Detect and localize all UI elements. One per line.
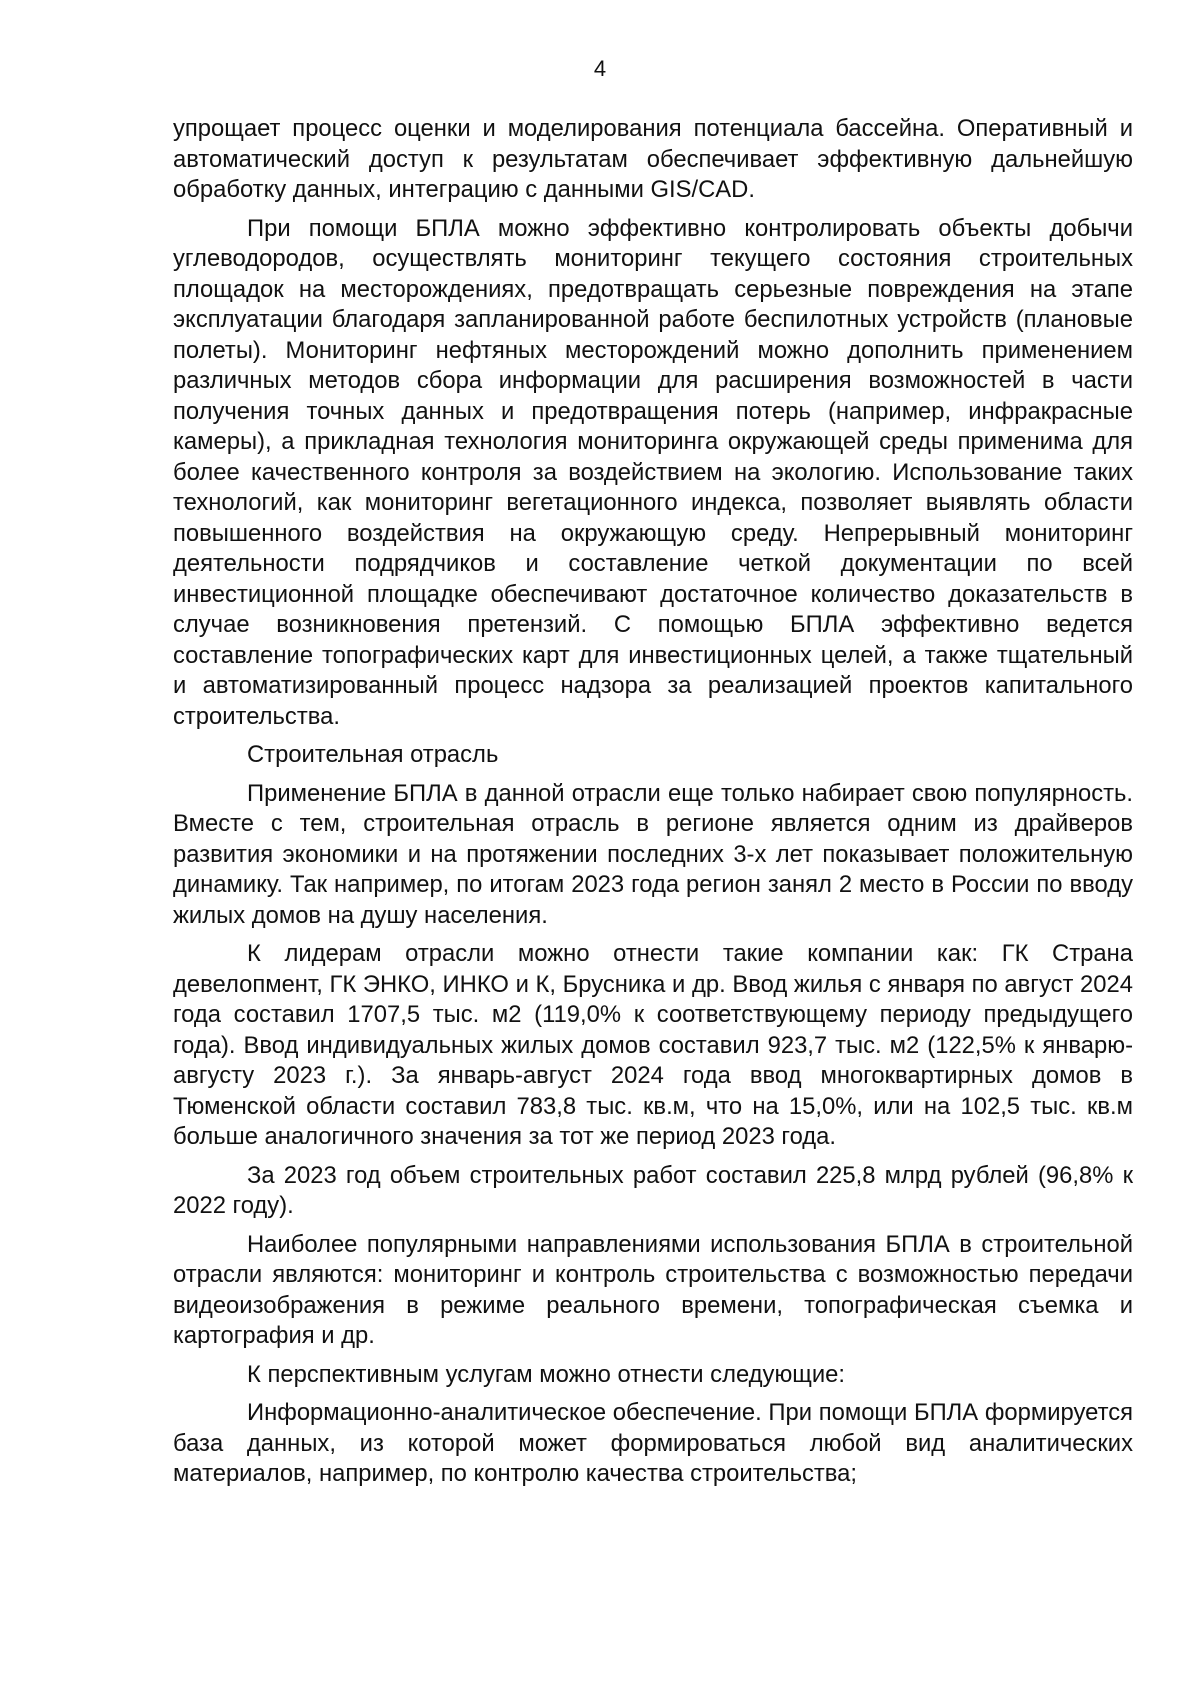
paragraph-construction-intro: Применение БПЛА в данной отрасли еще только набирает свою популярность. Вместе с тем, строительная отрасль в регионе является одним из драйверов развития экономики и на протяжении последних 3-х лет показывает положительную динамику. Так например, по итогам 2023 года регион занял 2 место в России по вводу жилых домов на душу населения. [173,779,1133,929]
paragraph-uav-oil-monitoring: При помощи БПЛА можно эффективно контролировать объекты добычи углеводородов, осуществлять мониторинг текущего состояния строительных площадок на месторождениях, предотвращать серьезные повреждения на этапе эксплуатации благодаря запланированной работе беспилотных устройств (плановые полеты). Мониторинг нефтяных месторождений можно дополнить применением различных методов сбора информации для расширения возможностей в части получения точных данных и предотвращения потерь (например, инфракрасные камеры), а прикладная технология мониторинга окружающей среды применима для более качественного контроля за воздействием на экологию. Использование таких технологий, как мониторинг вегетационного индекса, позволяет выявлять области повышенного воздействия на окружающую среду. Непрерывный мониторинг деятельности подрядчиков и составление четкой документации по всей инвестиционной площадке обеспечивают достаточное количество доказательств в случае возникновения претензий. С помощью БПЛА эффективно ведется составление топографических карт для инвестиционных целей, а также тщательный и автоматизированный процесс надзора за реализацией проектов капитального строительства. [173,214,1133,730]
paragraph-information-analytics: Информационно-аналитическое обеспечение. При помощи БПЛА формируется база данных, из которой может формироваться любой вид аналитических материалов, например, по контролю качества строительства; [173,1399,1133,1487]
page-number: 4 [593,56,607,81]
paragraph-construction-volume: За 2023 год объем строительных работ составил 225,8 млрд рублей (96,8% к 2022 году). [173,1161,1133,1219]
document-body [173,114,1133,1498]
paragraph-popular-directions: Наиболее популярными направлениями использования БПЛА в строительной отрасли являются: мониторинг и контроль строительства с возможностью передачи видеоизображения в режиме реального времени, топографическая съемка и картография и др. [173,1230,1133,1349]
paragraph-bassin-continuation: упрощает процесс оценки и моделирования потенциала бассейна. Оперативный и автоматический доступ к результатам обеспечивает эффективную дальнейшую обработку данных, интеграцию с данными GIS/CAD. [173,115,1133,203]
section-heading-construction: Строительная отрасль [247,741,499,768]
paragraph-industry-leaders: К лидерам отрасли можно отнести такие компании как: ГК Страна девелопмент, ГК ЭНКО, ИНКО и К, Брусника и др. Ввод жилья с января по август 2024 года составил 1707,5 тыс. м2 (119,0% к соответствующему периоду предыдущего года). Ввод индивидуальных жилых домов составил 923,7 тыс. м2 (122,5% к январю-августу 2023 г.). За январь-август 2024 года ввод многоквартирных домов в Тюменской области составил 783,8 тыс. кв.м, что на 15,0%, или на 102,5 тыс. кв.м больше аналогичного значения за тот же период 2023 года. [173,940,1133,1150]
paragraph-prospective-services: К перспективным услугам можно отнести следующие: [247,1360,846,1388]
